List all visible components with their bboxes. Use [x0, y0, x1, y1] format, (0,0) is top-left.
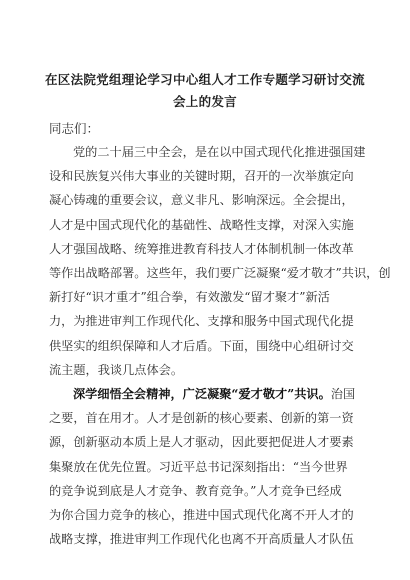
line-text: 为你合国力竞争的核心，推进中国式现代化离不开人才的: [49, 508, 354, 522]
body-line: [49, 482, 342, 499]
body-line: [49, 361, 183, 378]
line-text: 人才强国战略、统筹推进教育科技人才体制机制一体改革: [49, 241, 354, 256]
document-title-line-1: 在区法院党组理论学习中心组人才工作专题学习研讨交流: [44, 72, 365, 87]
line-text: 集聚放在优先位置。习近平总书记深刻指出：“当今世界: [49, 459, 348, 474]
body-line: [49, 433, 354, 450]
line-text: 新打好“识才重才”组合拳，有效激发“留才聚才”新活: [49, 290, 330, 305]
section-heading: 深学细悟全会精神，广泛凝聚“爱才敬才”共识。: [73, 387, 331, 401]
line-text: 设和民族复兴伟大事业的关键时期，召开的一次举旗定向: [49, 169, 354, 184]
body-line: [49, 312, 354, 329]
line-text: 供坚实的组织保障和人才后盾。下面，围绕中心组研讨交: [49, 338, 354, 353]
line-text: 力，为推进审判工作现代化、支撑和服务中国式现代化提: [49, 314, 354, 329]
body-line: [49, 191, 354, 208]
body-line: [49, 216, 354, 233]
line-text: 治国: [330, 387, 356, 401]
body-line: [49, 530, 354, 547]
line-text: 战略支撑，推进审判工作现代化也离不开高质量人才队伍: [49, 532, 354, 547]
body-line: [49, 337, 354, 354]
line-text: 等作出战略部署。这些年，我们要广泛凝聚“爱才敬才”共识，创: [49, 266, 391, 280]
document-title-line-2: 会上的发言: [172, 94, 237, 109]
line-text: 源，创新驱动本质上是人才驱动，因此要把促进人才要素: [49, 435, 354, 450]
line-text: 之要，首在用才。人才是创新的核心要素、创新的第一资: [49, 411, 354, 426]
body-line: [49, 240, 354, 257]
body-line: [49, 458, 348, 475]
body-line: [73, 385, 355, 402]
body-line: [49, 167, 354, 184]
body-line: [73, 143, 366, 160]
line-text: 凝心铸魂的重要会议，意义非凡、影响深远。全会提出，: [49, 193, 354, 208]
line-text: 的竞争说到底是人才竞争、教育竞争。”人才竞争已经成: [49, 483, 342, 498]
body-line: [49, 506, 354, 523]
line-text: 党的二十届三中全会，是在以中国式现代化推进强国建: [73, 145, 366, 159]
body-line: [49, 264, 391, 281]
body-line: [49, 409, 354, 426]
body-line: [49, 288, 330, 305]
salutation: 同志们：: [49, 121, 100, 136]
line-text: 流主题，我谈几点体会。: [49, 362, 184, 377]
line-text: 人才是中国式现代化的基础性、战略性支撑，对深入实施: [49, 217, 354, 232]
